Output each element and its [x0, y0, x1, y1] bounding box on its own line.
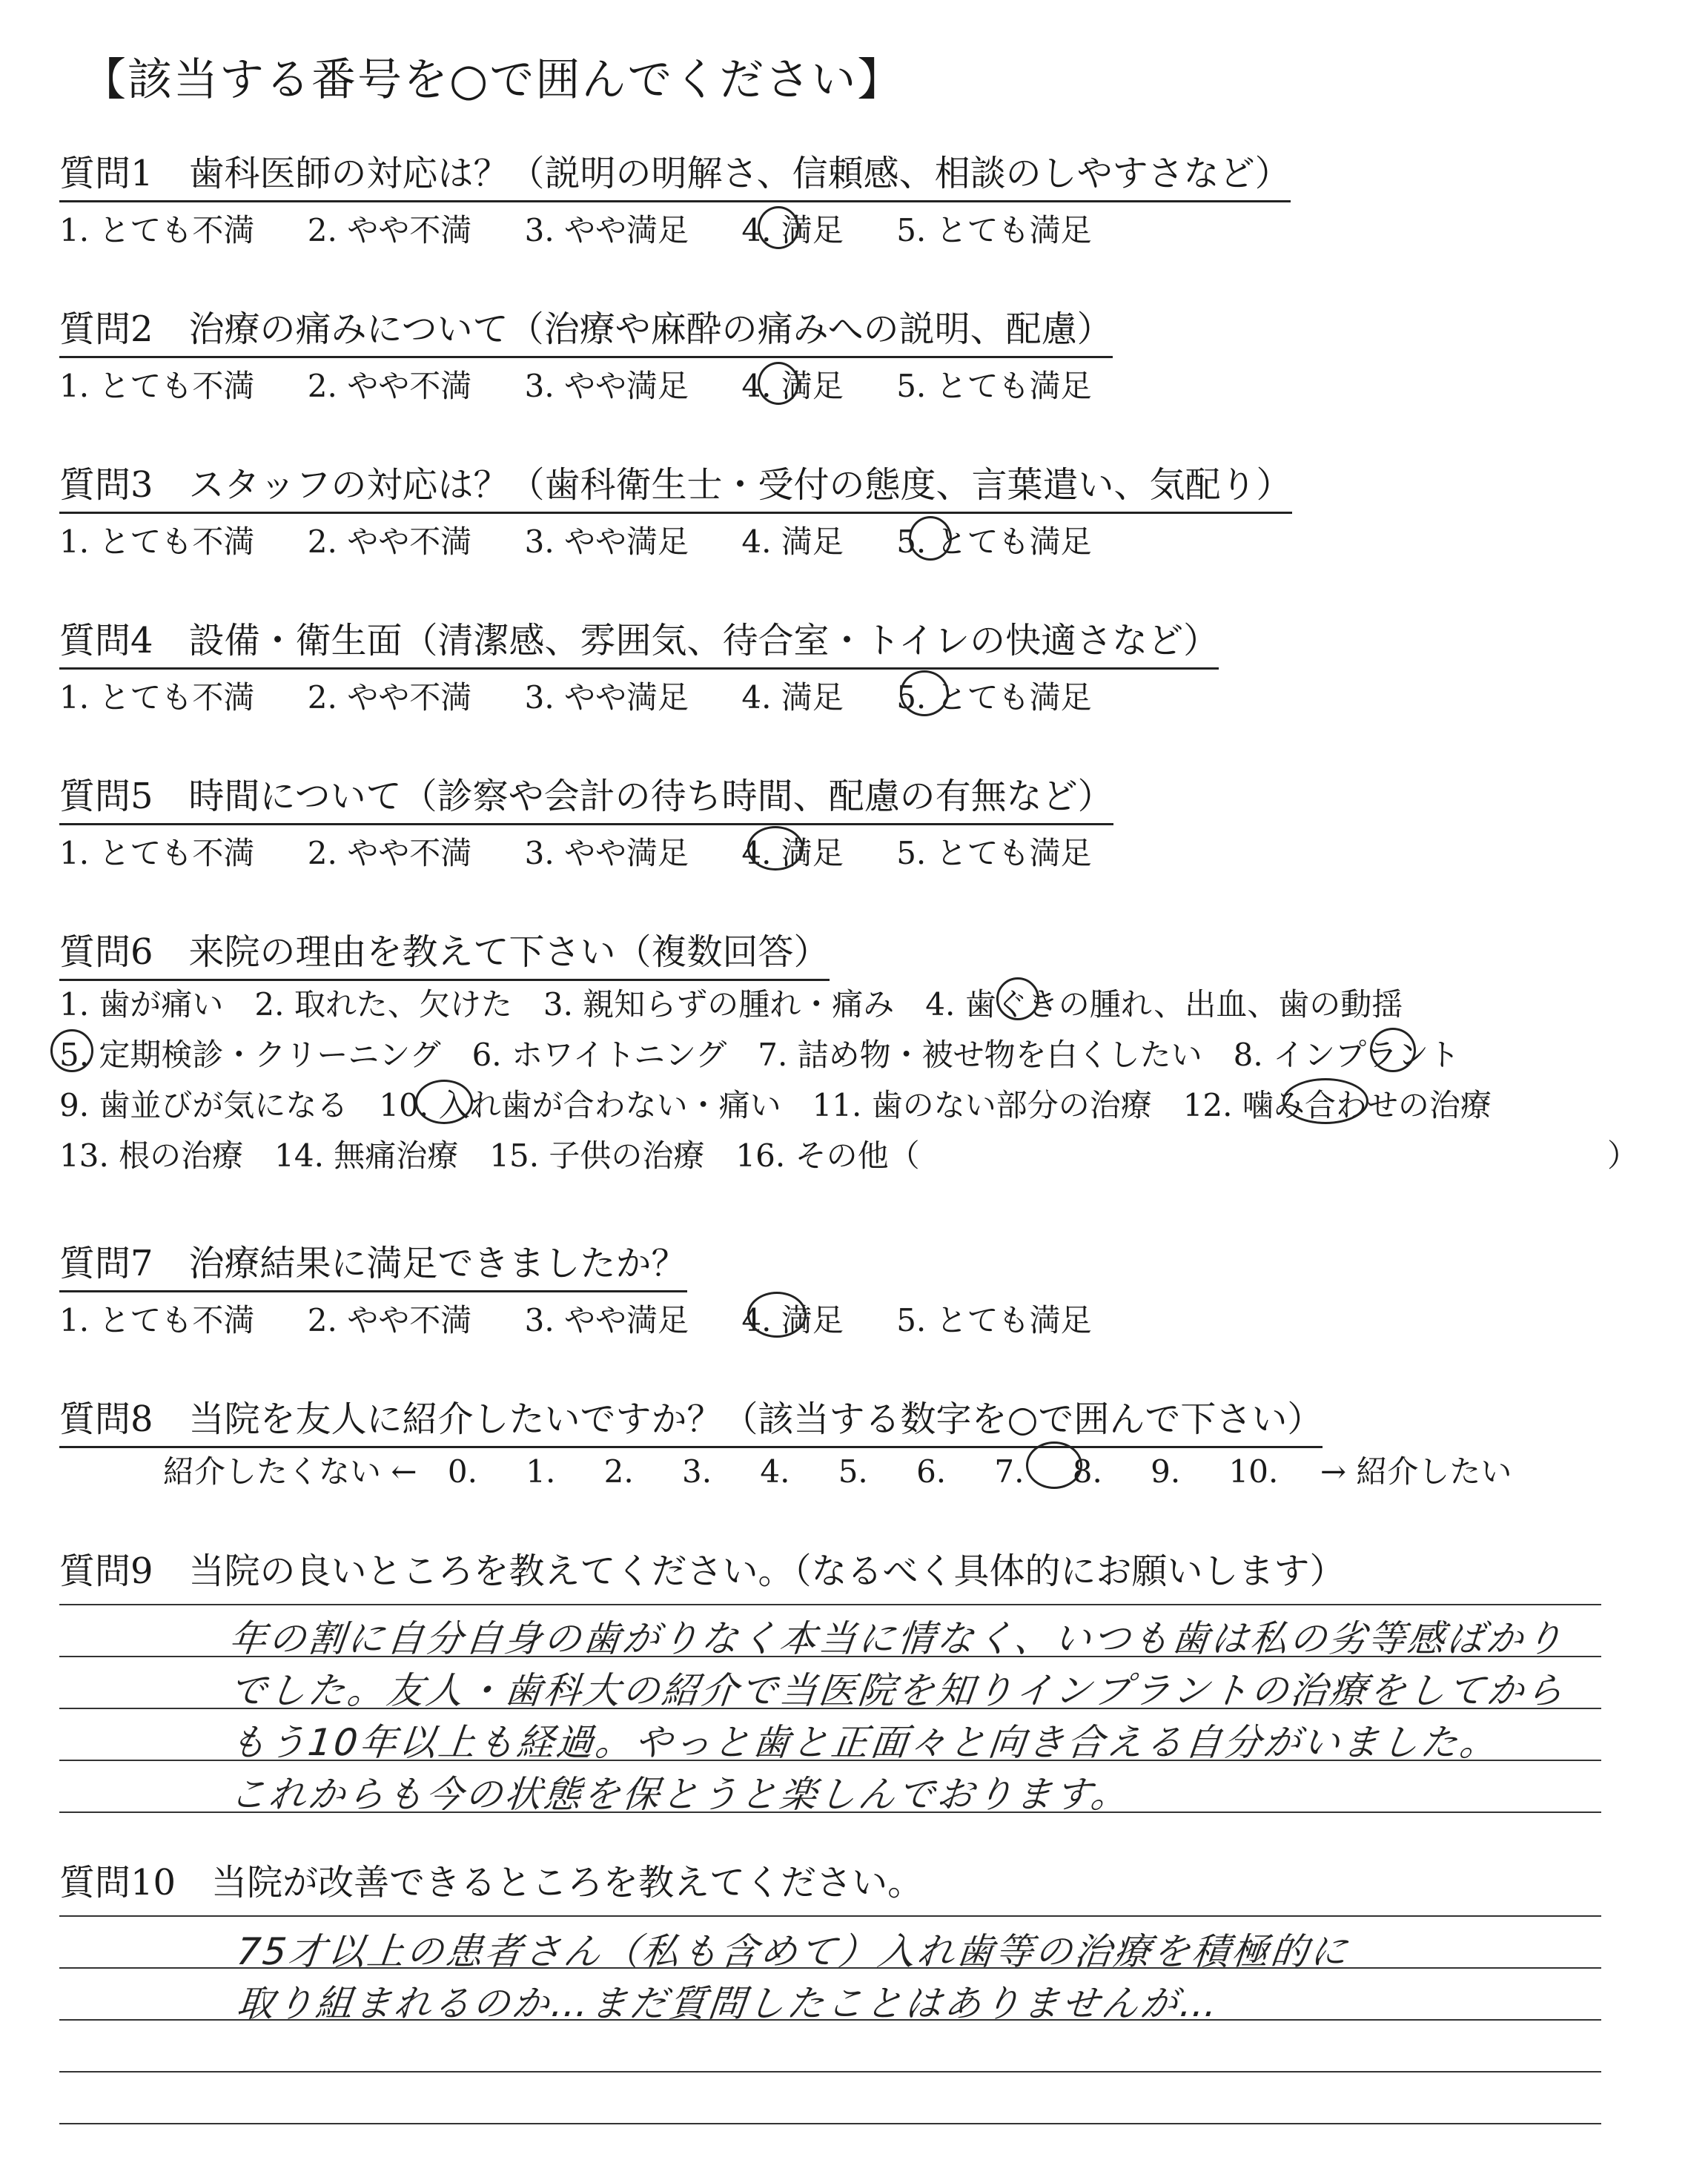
q1-option-4[interactable]: 4. 満足 — [741, 212, 844, 248]
q5-option-2[interactable]: 2. やや不満 — [307, 835, 472, 871]
q5-options — [59, 829, 1135, 873]
q2-option-4[interactable]: 4. 満足 — [741, 368, 844, 404]
q10-answer-line-1[interactable]: 75才以上の患者さん（私も含めて）入れ歯等の治療を積極的に — [234, 1930, 1352, 1973]
q4-selected-circle — [900, 670, 949, 716]
q10-rule-1 — [59, 1915, 1601, 1917]
q8-num-5[interactable]: 5. — [838, 1453, 868, 1490]
question-4: 質問4 設備・衛生面（清潔感、雰囲気、待合室・トイレの快適さなど） — [59, 612, 1219, 670]
question-2: 質問2 治療の痛みについて（治療や麻酔の痛みへの説明、配慮） — [59, 300, 1113, 358]
q6-selected-circle-12 — [1282, 1078, 1368, 1124]
page-title: 【該当する番号を○で囲んでください】 — [82, 54, 904, 106]
q1-selected-circle — [758, 206, 799, 249]
q6-options-line-4[interactable]: 13. 根の治療 14. 無痛治療 15. 子供の治療 16. その他（ — [59, 1137, 920, 1174]
q7-options — [59, 1296, 1135, 1341]
q8-num-8[interactable]: 8. — [1072, 1453, 1102, 1490]
q4-option-5[interactable]: 5. とても満足 — [896, 679, 1092, 716]
question-5: 質問5 時間について（診察や会計の待ち時間、配慮の有無など） — [59, 767, 1113, 825]
q8-num-4[interactable]: 4. — [760, 1453, 790, 1490]
q9-answer-line-4[interactable]: これからも今の状態を保とうと楽しんでおります。 — [227, 1773, 1133, 1816]
q6-selected-circle-4 — [996, 977, 1039, 1020]
q7-option-3[interactable]: 3. やや満足 — [524, 1302, 689, 1338]
q7-option-1[interactable]: 1. とても不満 — [59, 1302, 255, 1338]
question-9: 質問9 当院の良いところを教えてください。（なるべく具体的にお願いします） — [59, 1550, 1345, 1592]
q6-options-line-2[interactable]: 5. 定期検診・クリーニング 6. ホワイトニング 7. 詰め物・被せ物を白くしたい 8. インプラント — [59, 1037, 1460, 1073]
q5-option-1[interactable]: 1. とても不満 — [59, 835, 255, 871]
q4-option-4[interactable]: 4. 満足 — [741, 679, 844, 716]
question-6: 質問6 来院の理由を教えて下さい（複数回答） — [59, 923, 830, 981]
q6-selected-circle-5 — [50, 1029, 93, 1072]
q8-right-label: → 紹介したい — [1320, 1453, 1512, 1490]
q3-option-1[interactable]: 1. とても不満 — [59, 524, 255, 560]
question-8: 質問8 当院を友人に紹介したいですか？（該当する数字を○で囲んで下さい） — [59, 1390, 1323, 1448]
q2-selected-circle — [758, 362, 799, 405]
question-1: 質問1 歯科医師の対応は？（説明の明解さ、信頼感、相談のしやすさなど） — [59, 145, 1291, 202]
q5-option-3[interactable]: 3. やや満足 — [524, 835, 689, 871]
q6-other-close: ） — [1607, 1137, 1639, 1174]
q5-selected-circle — [747, 826, 804, 871]
q6-selected-circle-8 — [1370, 1028, 1416, 1072]
q9-rule-1 — [59, 1604, 1601, 1605]
q8-scale — [163, 1447, 1512, 1492]
q9-answer-line-3[interactable]: もう10年以上も経過。やっと歯と正面々と向き合える自分がいました。 — [227, 1721, 1502, 1764]
question-3: 質問3 スタッフの対応は？（歯科衛生士・受付の態度、言葉遣い、気配り） — [59, 456, 1292, 514]
q10-rule-4 — [59, 2071, 1601, 2073]
q3-option-2[interactable]: 2. やや不満 — [307, 524, 472, 560]
q8-selected-circle — [1026, 1441, 1082, 1489]
q3-option-3[interactable]: 3. やや満足 — [524, 524, 689, 560]
q8-left-label: 紹介したくない ← — [163, 1453, 417, 1490]
q2-option-5[interactable]: 5. とても満足 — [896, 368, 1092, 404]
q8-num-7[interactable]: 7. — [994, 1453, 1025, 1490]
question-10: 質問10 当院が改善できるところを教えてください。 — [59, 1862, 924, 1903]
q6-options-line-3[interactable]: 9. 歯並びが気になる 10. 入れ歯が合わない・痛い 11. 歯のない部分の治療 12. 噛み合わせの治療 — [59, 1087, 1492, 1123]
q8-num-1[interactable]: 1. — [526, 1453, 556, 1490]
q9-answer-line-2[interactable]: でした。友人・歯科大の紹介で当医院を知りインプラントの治療をしてから — [227, 1669, 1568, 1712]
q6-selected-circle-10 — [415, 1080, 473, 1124]
q5-option-5[interactable]: 5. とても満足 — [896, 835, 1092, 871]
q4-option-2[interactable]: 2. やや不満 — [307, 679, 472, 716]
q4-options — [59, 673, 1135, 718]
q7-option-5[interactable]: 5. とても満足 — [896, 1302, 1092, 1338]
q1-options — [59, 206, 1135, 251]
q4-option-3[interactable]: 3. やや満足 — [524, 679, 689, 716]
q6-options-line-1[interactable]: 1. 歯が痛い 2. 取れた、欠けた 3. 親知らずの腫れ・痛み 4. 歯ぐきの腫れ、出血、歯の動揺 — [59, 986, 1403, 1023]
q2-options — [59, 362, 1135, 406]
q1-option-5[interactable]: 5. とても満足 — [896, 212, 1092, 248]
q7-option-4[interactable]: 4. 満足 — [741, 1302, 844, 1338]
q7-selected-circle — [747, 1292, 807, 1338]
q8-num-9[interactable]: 9. — [1151, 1453, 1181, 1490]
q10-rule-5 — [59, 2123, 1601, 2124]
q2-option-3[interactable]: 3. やや満足 — [524, 368, 689, 404]
q1-option-3[interactable]: 3. やや満足 — [524, 212, 689, 248]
q3-selected-circle — [909, 516, 952, 561]
q2-option-2[interactable]: 2. やや不満 — [307, 368, 472, 404]
question-7: 質問7 治療結果に満足できましたか？ — [59, 1235, 687, 1292]
q5-option-4[interactable]: 4. 満足 — [741, 835, 844, 871]
q3-option-4[interactable]: 4. 満足 — [741, 524, 844, 560]
q3-option-5[interactable]: 5. とても満足 — [896, 524, 1092, 560]
q4-option-1[interactable]: 1. とても不満 — [59, 679, 255, 716]
q8-num-3[interactable]: 3. — [681, 1453, 712, 1490]
q8-num-10[interactable]: 10. — [1228, 1453, 1279, 1490]
q2-option-1[interactable]: 1. とても不満 — [59, 368, 255, 404]
q8-num-2[interactable]: 2. — [603, 1453, 634, 1490]
q7-option-2[interactable]: 2. やや不満 — [307, 1302, 472, 1338]
q8-num-0[interactable]: 0. — [447, 1453, 477, 1490]
q1-option-1[interactable]: 1. とても不満 — [59, 212, 255, 248]
q8-num-6[interactable]: 6. — [916, 1453, 947, 1490]
q10-answer-line-2[interactable]: 取り組まれるのか…まだ質問したことはありませんが… — [234, 1982, 1222, 2025]
q3-options — [59, 518, 1135, 562]
q1-option-2[interactable]: 2. やや不満 — [307, 212, 472, 248]
q9-answer-line-1[interactable]: 年の割に自分自身の歯がりなく本当に情なく、いつも歯は私の劣等感ばかり — [227, 1617, 1567, 1660]
